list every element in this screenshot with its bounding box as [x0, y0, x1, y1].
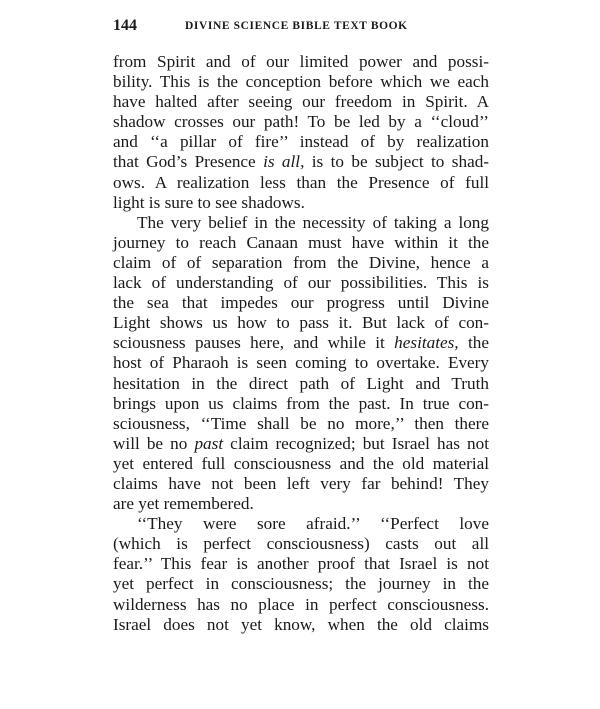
text-line	[113, 534, 489, 554]
text-segment: will be no	[113, 433, 195, 453]
text-segment: lack of understanding of our possibilities. This is	[113, 273, 489, 293]
text-segment: Light shows us how to pass it. But lack of con-	[113, 313, 489, 333]
page-number: 144	[113, 17, 137, 34]
text-line	[113, 152, 489, 172]
italic-text: hesitates,	[394, 333, 459, 353]
text-line	[113, 233, 489, 253]
text-segment: bility. This is the conception before which we each	[113, 72, 489, 92]
text-line	[113, 92, 489, 112]
text-segment: the sea that impedes our progress until Divine	[113, 293, 489, 313]
text-line	[113, 112, 489, 132]
text-line	[113, 333, 489, 353]
paragraph	[113, 52, 489, 213]
text-segment: sciousness, ‘‘Time shall be no more,’’ then there	[113, 413, 489, 433]
text-line	[113, 494, 489, 514]
text-segment: sciousness pauses here, and while it	[113, 333, 395, 353]
text-segment: yet entered full consciousness and the old material	[113, 453, 489, 473]
text-segment: ‘‘They were sore afraid.’’ ‘‘Perfect love	[137, 514, 489, 534]
text-segment: Israel does not yet know, when the old claims	[113, 614, 489, 634]
text-segment: fear.’’ This fear is another proof that Israel is not	[113, 554, 489, 574]
running-header	[113, 17, 489, 37]
text-segment: journey to reach Canaan must have within it the	[113, 232, 489, 252]
text-line	[113, 514, 489, 534]
text-segment: have halted after seeing our freedom in Spirit. A	[113, 92, 489, 112]
text-line	[113, 72, 489, 92]
text-segment: is to be subject to shad-	[304, 152, 490, 172]
text-segment: The very belief in the necessity of taking a long	[137, 212, 489, 232]
text-line	[113, 574, 489, 594]
text-segment: wilderness has no place in perfect consciousness.	[113, 594, 489, 614]
text-line	[113, 434, 489, 454]
text-line	[113, 293, 489, 313]
text-segment: hesitation in the direct path of Light and Truth	[113, 373, 489, 393]
text-line	[113, 313, 489, 333]
text-segment: claim recognized; but Israel has not	[223, 433, 489, 453]
text-line	[113, 273, 489, 293]
text-line	[113, 173, 489, 193]
text-line	[113, 615, 489, 635]
text-segment: shadow crosses our path! To be led by a ‘‘cloud’’	[113, 112, 489, 132]
running-title: DIVINE SCIENCE BIBLE TEXT BOOK	[185, 20, 408, 32]
italic-text: past	[194, 433, 224, 453]
paragraph	[113, 213, 489, 514]
text-line	[113, 353, 489, 373]
text-segment: yet perfect in consciousness; the journey in the	[113, 574, 489, 594]
italic-text: is all,	[263, 152, 305, 172]
text-line	[113, 132, 489, 152]
text-segment: from Spirit and of our limited power and possi-	[113, 52, 489, 71]
text-segment: brings upon us claims from the past. In true con-	[113, 393, 489, 413]
text-line	[113, 374, 489, 394]
page-body	[113, 52, 489, 635]
text-line	[113, 595, 489, 615]
text-line	[113, 193, 489, 213]
text-segment: light is sure to see shadows.	[113, 192, 305, 212]
text-segment: claim of of separation from the Divine, hence a	[113, 252, 489, 272]
text-segment: host of Pharaoh is seen coming to overtake. Every	[113, 353, 489, 373]
text-line	[113, 394, 489, 414]
text-segment: and ‘‘a pillar of fire’’ instead of by realization	[113, 132, 489, 152]
text-line	[113, 414, 489, 434]
text-segment: claims have not been left very far behind! They	[113, 473, 489, 493]
text-line	[113, 554, 489, 574]
text-line	[113, 454, 489, 474]
text-line	[113, 474, 489, 494]
text-segment: that God’s Presence	[113, 152, 264, 172]
text-segment: are yet remembered.	[113, 494, 254, 514]
text-line	[113, 213, 489, 233]
text-segment: (which is perfect consciousness) casts out all	[113, 534, 489, 554]
text-segment: the	[458, 333, 489, 353]
paragraph	[113, 514, 489, 635]
text-segment: ows. A realization less than the Presence of full	[113, 172, 489, 192]
text-line	[113, 253, 489, 273]
text-line	[113, 52, 489, 72]
